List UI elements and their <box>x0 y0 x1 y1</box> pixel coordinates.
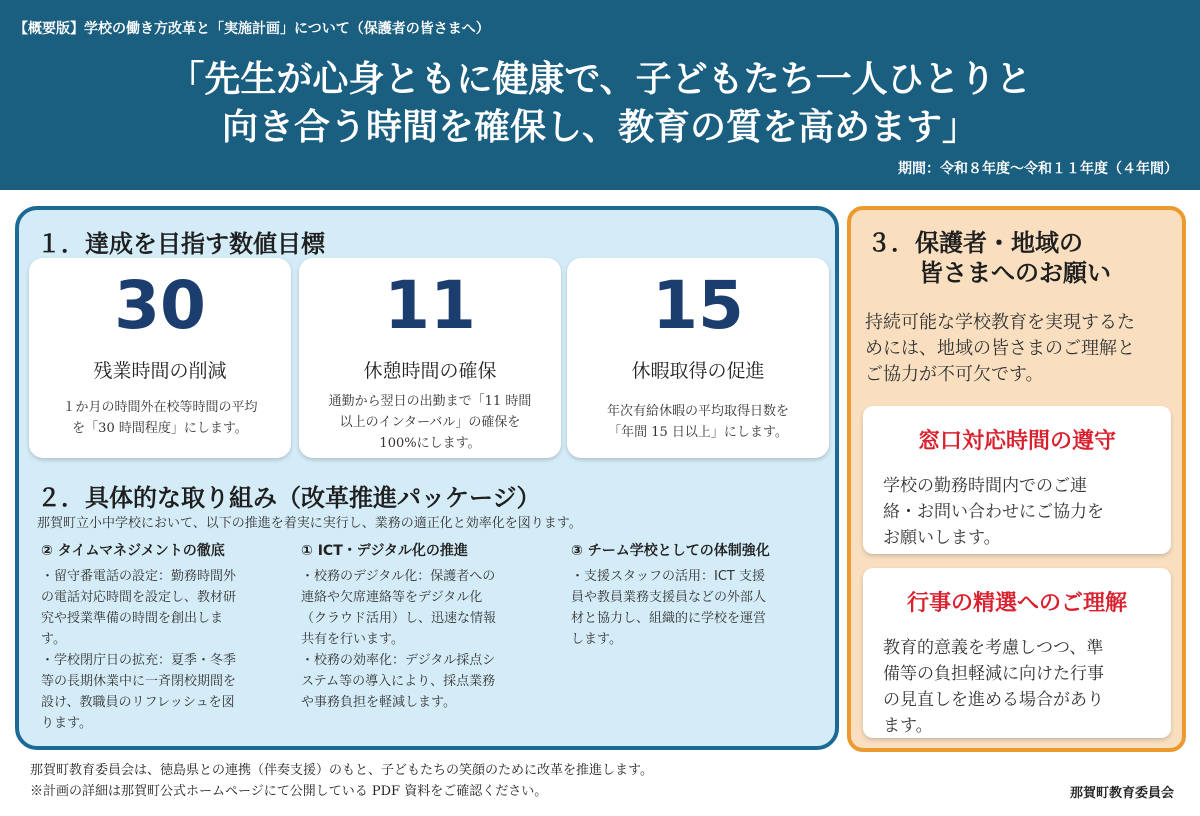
action-line: ステム等の導入により、採点業務 <box>301 674 496 689</box>
goal-description-line: １か月の時間外在校等時間の平均 <box>62 400 258 415</box>
action-line: ・校務の効率化：デジタル採点シ <box>301 653 496 668</box>
document-subtitle: 【概要版】学校の働き方改革と「実施計画」について（保護者の皆さまへ） <box>14 21 490 37</box>
goal-description-line: 「年間 15 日以上」にします。 <box>608 425 788 440</box>
action-line: 員や教員業務支援員などの外部人 <box>571 590 767 605</box>
request-line: の見直しを進める場合があり <box>883 690 1104 710</box>
action-line: します。 <box>571 632 622 647</box>
section3-title <box>867 228 1111 288</box>
goal-card-rest <box>299 258 561 458</box>
goal-description-line: 100%にします。 <box>379 436 481 451</box>
goal-label: 休暇取得の促進 <box>631 360 765 382</box>
action-column-time-management <box>41 540 289 734</box>
goal-card-overtime <box>29 258 291 458</box>
goal-description <box>579 401 817 443</box>
goal-description-line: 以上のインターバル」の確保を <box>339 415 521 430</box>
section3-intro <box>865 310 1175 388</box>
request-title: 窓口対応時間の遵守 <box>917 429 1116 454</box>
action-line: 等の長期休業中に一斉閉校期間を <box>41 674 237 689</box>
period-label: 期間：令和８年度〜令和１１年度（４年間） <box>898 161 1178 177</box>
action-column-title: ① ICT・デジタル化の推進 <box>301 543 468 559</box>
request-line: お願いします。 <box>883 528 1001 548</box>
footer-note <box>30 760 653 802</box>
action-column-title: ③ チーム学校としての体制強化 <box>571 543 770 559</box>
section3-intro-line: めには、地域の皆さまのご理解と <box>865 338 1135 359</box>
footer-line: ※計画の詳細は那賀町公式ホームページにて公開している PDF 資料をご確認ください。 <box>30 784 548 799</box>
request-body <box>883 473 1153 551</box>
action-line: ります。 <box>41 716 92 731</box>
action-line: 共有を行います。 <box>301 632 404 647</box>
header-banner <box>0 0 1200 190</box>
request-line: ます。 <box>883 716 933 736</box>
request-title: 行事の精選へのご理解 <box>906 591 1127 616</box>
request-line: 絡・お問い合わせにご協力を <box>883 502 1104 522</box>
action-line: の電話対応時間を設定し、教材研 <box>41 590 237 605</box>
action-line: や事務負担を軽減します。 <box>301 695 456 710</box>
main-title-line2: 向き合う時間を確保し、教育の質を高めます」 <box>221 107 978 148</box>
section3-intro-line: ご協力が不可欠です。 <box>865 364 1044 385</box>
action-line: 究や授業準備の時間を創出しま <box>41 611 224 626</box>
action-line: （クラウド活用）し、迅速な情報 <box>301 611 497 626</box>
goal-description <box>311 391 549 454</box>
organization-name: 那賀町教育委員会 <box>1069 786 1174 801</box>
section1-title: １．達成を目指す数値目標 <box>37 230 325 258</box>
section2-title: ２．具体的な取り組み（改革推進パッケージ） <box>37 484 541 512</box>
section3-intro-line: 持続可能な学校教育を実現するた <box>865 312 1135 333</box>
request-line: 備等の負担軽減に向けた行事 <box>883 664 1104 684</box>
action-column-title: ② タイムマネジメントの徹底 <box>41 543 225 559</box>
requests-panel <box>847 206 1186 752</box>
action-line: ・学校閉庁日の拡充：夏季・冬季 <box>41 653 237 668</box>
goal-label: 休憩時間の確保 <box>363 360 497 382</box>
action-line: 連絡や欠席連絡等をデジタル化 <box>301 590 483 605</box>
request-line: 教育的意義を考慮しつつ、準 <box>883 638 1104 658</box>
action-line: す。 <box>41 632 66 647</box>
goal-description-line: を「30 時間程度」にします。 <box>72 421 248 436</box>
action-line: ・留守番電話の設定：勤務時間外 <box>41 569 237 584</box>
goal-description <box>41 397 279 439</box>
main-title-line1: 「先生が心身ともに健康で、子どもたち一人ひとりと <box>168 59 1032 100</box>
request-card-events <box>863 568 1171 738</box>
request-line: 学校の勤務時間内でのご連 <box>883 476 1087 496</box>
goal-label: 残業時間の削減 <box>93 360 227 382</box>
goal-number: 30 <box>114 267 206 344</box>
goals-and-actions-panel <box>15 206 839 750</box>
action-line: ・支援スタッフの活用：ICT 支援 <box>571 569 765 584</box>
section3-title-line1: ３．保護者・地域の <box>867 229 1083 257</box>
section2-intro: 那賀町立小中学校において、以下の推進を着実に実行し、業務の適正化と効率化を図ります。 <box>37 516 582 531</box>
section3-title-line2: 皆さまへのお願い <box>919 259 1111 287</box>
goal-number: 11 <box>384 267 476 344</box>
main-title <box>0 56 1200 152</box>
goal-card-leave <box>567 258 829 458</box>
action-line: ・校務のデジタル化：保護者への <box>301 569 496 584</box>
action-column-team-school <box>571 540 833 650</box>
request-body <box>883 635 1153 739</box>
request-card-office-hours <box>863 406 1171 554</box>
action-line: 設け、教職員のリフレッシュを図 <box>41 695 235 710</box>
goal-number: 15 <box>652 267 744 344</box>
goal-description-line: 年次有給休暇の平均取得日数を <box>606 404 789 419</box>
footer-line: 那賀町教育委員会は、徳島県との連携（伴奏支援）のもと、子どもたちの笑顔のために改革を推進します。 <box>30 763 653 778</box>
goal-description-line: 通勤から翌日の出勤まで「11 時間 <box>328 394 532 409</box>
action-line: 材と協力し、組織的に学校を運営 <box>571 611 767 626</box>
action-column-ict <box>301 540 561 713</box>
